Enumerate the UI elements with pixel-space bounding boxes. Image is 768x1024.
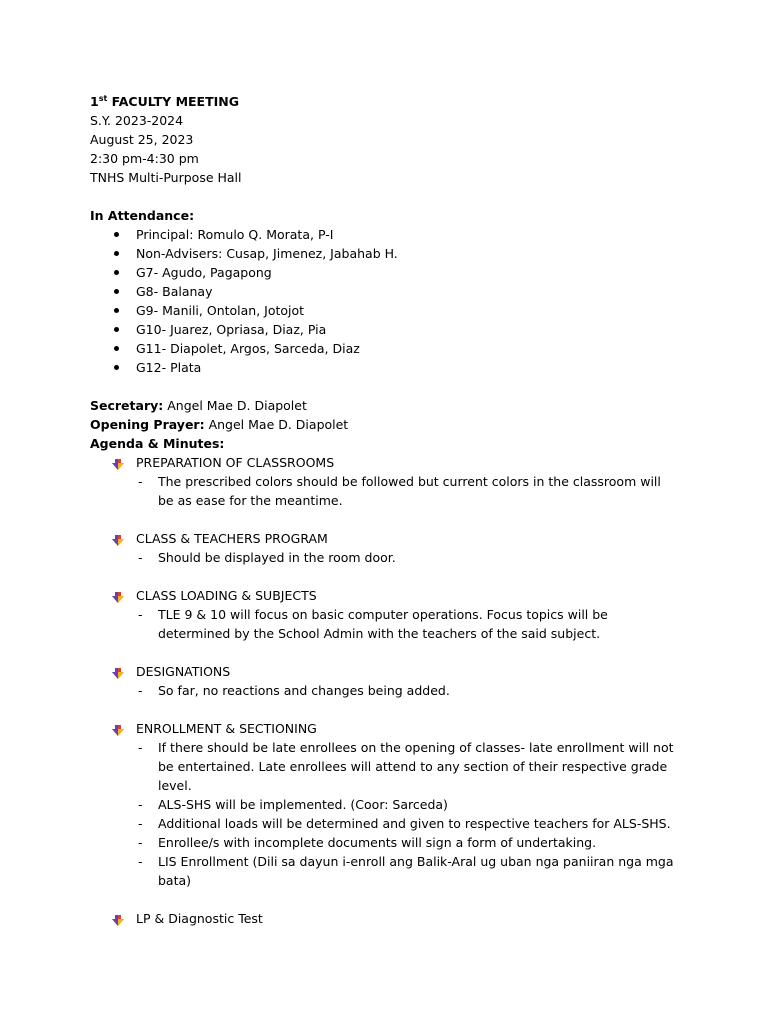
bullet-icon: [114, 289, 119, 294]
agenda-note: - Enrollee/s with incomplete documents will sign a form of undertaking.: [138, 835, 597, 850]
attendance-heading: In Attendance:: [90, 208, 195, 223]
school-year: S.Y. 2023-2024: [90, 113, 184, 128]
attendance-item: G7- Agudo, Pagapong: [90, 263, 690, 282]
bullet-icon: [114, 327, 119, 332]
attendance-item: Non-Advisers: Cusap, Jimenez, Jabahab H.: [90, 244, 690, 263]
agenda-notes: [90, 681, 690, 700]
agenda-item-title: DESIGNATIONS: [90, 662, 690, 681]
dash-marker: -: [138, 816, 143, 831]
agenda-item-title: CLASS & TEACHERS PROGRAM: [90, 529, 690, 548]
arrow-bullet-icon: [112, 913, 124, 925]
dash-marker: -: [138, 854, 143, 869]
attendance-item: G8- Balanay: [90, 282, 690, 301]
meeting-date: August 25, 2023: [90, 132, 194, 147]
agenda-item-title: PREPARATION OF CLASSROOMS: [90, 453, 690, 472]
meeting-venue: TNHS Multi-Purpose Hall: [90, 170, 242, 185]
agenda-notes: [90, 738, 690, 890]
attendance-item: G9- Manili, Ontolan, Jotojot: [90, 301, 690, 320]
agenda-note: - Additional loads will be determined and given to respective teachers for ALS-SHS.: [138, 816, 671, 831]
bullet-icon: [114, 308, 119, 313]
dash-marker: -: [138, 607, 143, 622]
agenda-notes: [90, 605, 690, 643]
opening-prayer-line: Opening Prayer: Angel Mae D. Diapolet: [90, 417, 349, 432]
attendance-item: G10- Juarez, Opriasa, Diaz, Pia: [90, 320, 690, 339]
arrow-bullet-icon: [112, 590, 124, 602]
meeting-time: 2:30 pm-4:30 pm: [90, 151, 199, 166]
agenda-note: - So far, no reactions and changes being added.: [138, 683, 450, 698]
arrow-bullet-icon: [112, 457, 124, 469]
agenda-list: [90, 453, 690, 928]
attendance-list: [90, 225, 690, 377]
agenda-note: - If there should be late enrollees on the opening of classes- late enrollment will not be entertained. Late enrollees will attend to any section of their respective grade level.: [138, 740, 674, 793]
arrow-bullet-icon: [112, 666, 124, 678]
agenda-item-title: CLASS LOADING & SUBJECTS: [90, 586, 690, 605]
agenda-note: - Should be displayed in the room door.: [138, 550, 396, 565]
agenda-notes: [90, 548, 690, 567]
agenda-heading: Agenda & Minutes:: [90, 436, 225, 451]
bullet-icon: [114, 270, 119, 275]
meeting-title: 1st FACULTY MEETING: [90, 94, 239, 109]
attendance-item: G11- Diapolet, Argos, Sarceda, Diaz: [90, 339, 690, 358]
agenda-item-title: ENROLLMENT & SECTIONING: [90, 719, 690, 738]
attendance-item: G12- Plata: [90, 358, 690, 377]
agenda-note: - The prescribed colors should be followed but current colors in the classroom will be as ease for the meantime.: [138, 474, 661, 508]
dash-marker: -: [138, 797, 143, 812]
bullet-icon: [114, 251, 119, 256]
agenda-notes: [90, 472, 690, 510]
bullet-icon: [114, 346, 119, 351]
dash-marker: -: [138, 740, 143, 755]
dash-marker: -: [138, 474, 143, 489]
dash-marker: -: [138, 550, 143, 565]
bullet-icon: [114, 232, 119, 237]
dash-marker: -: [138, 683, 143, 698]
arrow-bullet-icon: [112, 533, 124, 545]
bullet-icon: [114, 365, 119, 370]
agenda-item-title: LP & Diagnostic Test: [90, 909, 690, 928]
arrow-bullet-icon: [112, 723, 124, 735]
attendance-item: Principal: Romulo Q. Morata, P-I: [90, 225, 690, 244]
secretary-line: Secretary: Angel Mae D. Diapolet: [90, 398, 307, 413]
agenda-note: - TLE 9 & 10 will focus on basic computer operations. Focus topics will be determined by the School Admin with the teachers of the said subject.: [138, 607, 608, 641]
agenda-note: - ALS-SHS will be implemented. (Coor: Sarceda): [138, 797, 448, 812]
agenda-note: - LIS Enrollment (Dili sa dayun i-enroll ang Balik-Aral ug uban nga paniiran nga mga bata): [138, 854, 674, 888]
dash-marker: -: [138, 835, 143, 850]
document-page: [90, 92, 690, 928]
